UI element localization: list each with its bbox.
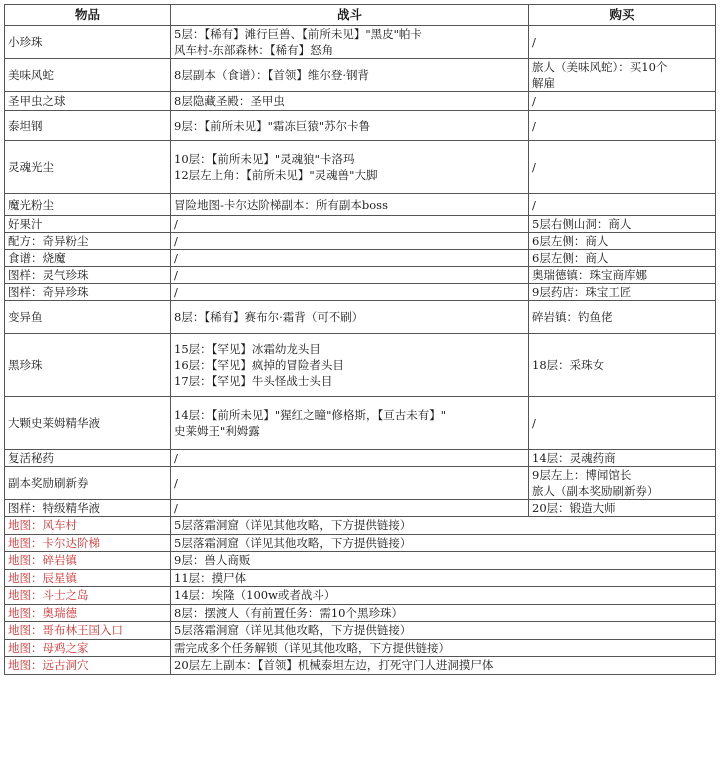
table-row <box>5 397 716 450</box>
battle-cell-line: 15层：【罕见】冰霜幼龙头目 <box>174 342 321 356</box>
battle-cell <box>171 397 529 450</box>
map-row <box>5 517 716 535</box>
table-row <box>5 141 716 194</box>
battle-cell-line: / <box>174 476 178 490</box>
battle-cell <box>171 334 529 397</box>
map-item-cell: 地图：远古洞穴 <box>5 657 171 675</box>
table-row <box>5 111 716 141</box>
map-source-cell: 需完成多个任务解锁（详见其他攻略，下方提供链接） <box>171 639 716 657</box>
battle-cell-line: 8层副本（食谱）：【首领】维尔登·钢背 <box>174 68 369 82</box>
buy-cell-line: 解雇 <box>532 76 555 90</box>
buy-cell <box>529 334 716 397</box>
battle-cell-line: 12层左上角：【前所未见】"灵魂兽"大脚 <box>174 168 378 182</box>
map-item-cell: 地图：奥瑞德 <box>5 604 171 622</box>
buy-cell-line: 6层左侧：商人 <box>532 234 609 248</box>
map-source-cell: 5层落霜洞窟（详见其他攻略，下方提供链接） <box>171 517 716 535</box>
battle-cell-line: 9层：【前所未见】"霜冻巨猿"苏尔卡鲁 <box>174 118 371 133</box>
battle-cell <box>171 500 529 517</box>
item-cell: 泰坦钢 <box>5 111 171 141</box>
buy-cell-line: 20层：锻造大师 <box>532 501 616 515</box>
map-row <box>5 622 716 640</box>
map-source-cell: 8层：摆渡人（有前置任务：需10个黑珍珠） <box>171 604 716 622</box>
table-row <box>5 500 716 517</box>
item-cell: 变异鱼 <box>5 301 171 334</box>
item-cell: 大颗史莱姆精华液 <box>5 397 171 450</box>
map-item-cell: 地图：卡尔达阶梯 <box>5 534 171 552</box>
map-row <box>5 604 716 622</box>
buy-cell-line: / <box>532 118 536 133</box>
battle-cell <box>171 216 529 233</box>
map-source-cell: 11层：摸尸体 <box>171 569 716 587</box>
item-cell: 灵魂光尘 <box>5 141 171 194</box>
map-row <box>5 657 716 675</box>
map-item-cell: 地图：辰星镇 <box>5 569 171 587</box>
header-buy: 购买 <box>529 5 716 26</box>
map-source-cell: 5层落霜洞窟（详见其他攻略，下方提供链接） <box>171 622 716 640</box>
buy-cell <box>529 301 716 334</box>
item-cell: 副本奖励刷新券 <box>5 467 171 500</box>
table-row <box>5 334 716 397</box>
item-cell: 魔光粉尘 <box>5 194 171 216</box>
table-body <box>5 26 716 675</box>
map-row <box>5 569 716 587</box>
table-row <box>5 301 716 334</box>
battle-cell-line: 10层：【前所未见】"灵魂狼"卡洛玛 <box>174 152 355 166</box>
item-cell: 好果汁 <box>5 216 171 233</box>
item-cell: 图样：灵气珍珠 <box>5 267 171 284</box>
battle-cell-line: / <box>174 217 178 231</box>
map-row <box>5 639 716 657</box>
buy-cell <box>529 111 716 141</box>
table-row <box>5 216 716 233</box>
item-cell: 图样：奇异珍珠 <box>5 284 171 301</box>
battle-cell-line: / <box>174 234 178 248</box>
map-source-cell: 14层：埃隆（100w或者战斗） <box>171 587 716 605</box>
battle-cell <box>171 467 529 500</box>
battle-cell <box>171 284 529 301</box>
item-cell: 圣甲虫之球 <box>5 92 171 111</box>
battle-cell-line: 17层：【罕见】牛头怪战士头目 <box>174 374 333 388</box>
battle-cell-line: 史莱姆王"利姆露 <box>174 424 260 438</box>
map-item-cell: 地图：斗士之岛 <box>5 587 171 605</box>
table-row <box>5 233 716 250</box>
buy-cell <box>529 26 716 59</box>
table-row <box>5 194 716 216</box>
buy-cell <box>529 267 716 284</box>
battle-cell-line: 16层：【罕见】疯掉的冒险者头目 <box>174 358 344 372</box>
map-source-cell: 9层：兽人商贩 <box>171 552 716 570</box>
item-cell: 食谱：烧魔 <box>5 250 171 267</box>
battle-cell-line: / <box>174 268 178 282</box>
map-item-cell: 地图：风车村 <box>5 517 171 535</box>
buy-cell-line: 9层药店：珠宝工匠 <box>532 285 632 299</box>
buy-cell-line: / <box>532 160 536 174</box>
table-row <box>5 92 716 111</box>
table-row <box>5 284 716 301</box>
battle-cell-line: / <box>174 451 178 465</box>
item-cell: 美味风蛇 <box>5 59 171 92</box>
buy-cell-line: 旅人（美味风蛇）：买10个 <box>532 60 668 74</box>
battle-cell <box>171 111 529 141</box>
battle-cell-line: / <box>174 501 178 515</box>
battle-cell <box>171 26 529 59</box>
header-battle: 战斗 <box>171 5 529 26</box>
buy-cell-line: / <box>532 94 536 108</box>
table-row <box>5 26 716 59</box>
table-row <box>5 250 716 267</box>
battle-cell <box>171 233 529 250</box>
buy-cell-line: 6层左侧：商人 <box>532 251 609 265</box>
map-row <box>5 552 716 570</box>
battle-cell <box>171 450 529 467</box>
buy-cell <box>529 216 716 233</box>
item-cell: 配方：奇异粉尘 <box>5 233 171 250</box>
battle-cell-line: 风车村-东部森林：【稀有】怒角 <box>174 43 334 57</box>
battle-cell-line: 8层隐藏圣殿：圣甲虫 <box>174 94 285 108</box>
map-item-cell: 地图：哥布林王国入口 <box>5 622 171 640</box>
battle-cell <box>171 141 529 194</box>
map-source-cell: 5层落霜洞窟（详见其他攻略，下方提供链接） <box>171 534 716 552</box>
battle-cell <box>171 301 529 334</box>
table-row <box>5 450 716 467</box>
item-cell: 黑珍珠 <box>5 334 171 397</box>
battle-cell <box>171 59 529 92</box>
buy-cell <box>529 92 716 111</box>
buy-cell <box>529 250 716 267</box>
buy-cell-line: 旅人（副本奖励刷新券） <box>532 484 659 498</box>
battle-cell <box>171 250 529 267</box>
buy-cell <box>529 500 716 517</box>
battle-cell-line: 8层：【稀有】赛布尔·霜背（可不刷） <box>174 310 364 324</box>
buy-cell <box>529 233 716 250</box>
buy-cell-line: / <box>532 35 536 49</box>
buy-cell-line: 碎岩镇：钓鱼佬 <box>532 310 613 324</box>
item-cell: 复活秘药 <box>5 450 171 467</box>
header-row <box>5 5 716 26</box>
header-item: 物品 <box>5 5 171 26</box>
item-cell: 小珍珠 <box>5 26 171 59</box>
battle-cell-line: / <box>174 251 178 265</box>
table-row <box>5 467 716 500</box>
buy-cell-line: / <box>532 197 536 212</box>
buy-cell-line: 奥瑞德镇：珠宝商库娜 <box>532 268 647 282</box>
item-source-table <box>4 4 716 675</box>
battle-cell-line: / <box>174 285 178 299</box>
buy-cell <box>529 397 716 450</box>
item-cell: 图样：特级精华液 <box>5 500 171 517</box>
buy-cell <box>529 450 716 467</box>
table-row <box>5 267 716 284</box>
map-item-cell: 地图：碎岩镇 <box>5 552 171 570</box>
map-row <box>5 534 716 552</box>
battle-cell-line: 冒险地图-卡尔达阶梯副本：所有副本boss <box>174 197 388 212</box>
buy-cell <box>529 467 716 500</box>
battle-cell <box>171 92 529 111</box>
buy-cell-line: 5层右侧山洞：商人 <box>532 217 632 231</box>
battle-cell <box>171 194 529 216</box>
buy-cell <box>529 284 716 301</box>
battle-cell <box>171 267 529 284</box>
table-row <box>5 59 716 92</box>
buy-cell-line: 9层左上：博闻馆长 <box>532 468 632 482</box>
map-row <box>5 587 716 605</box>
buy-cell <box>529 59 716 92</box>
battle-cell-line: 5层：【稀有】滩行巨兽、【前所未见】"黑皮"帕卡 <box>174 27 422 41</box>
map-item-cell: 地图：母鸡之家 <box>5 639 171 657</box>
buy-cell-line: 18层：采珠女 <box>532 358 605 372</box>
buy-cell <box>529 194 716 216</box>
buy-cell <box>529 141 716 194</box>
map-source-cell: 20层左上副本：【首领】机械泰坦左边，打死守门人进洞摸尸体 <box>171 657 716 675</box>
buy-cell-line: / <box>532 416 536 430</box>
buy-cell-line: 14层：灵魂药商 <box>532 451 616 465</box>
battle-cell-line: 14层：【前所未见】"猩红之瞳"修格斯，【亘古未有】" <box>174 408 446 422</box>
